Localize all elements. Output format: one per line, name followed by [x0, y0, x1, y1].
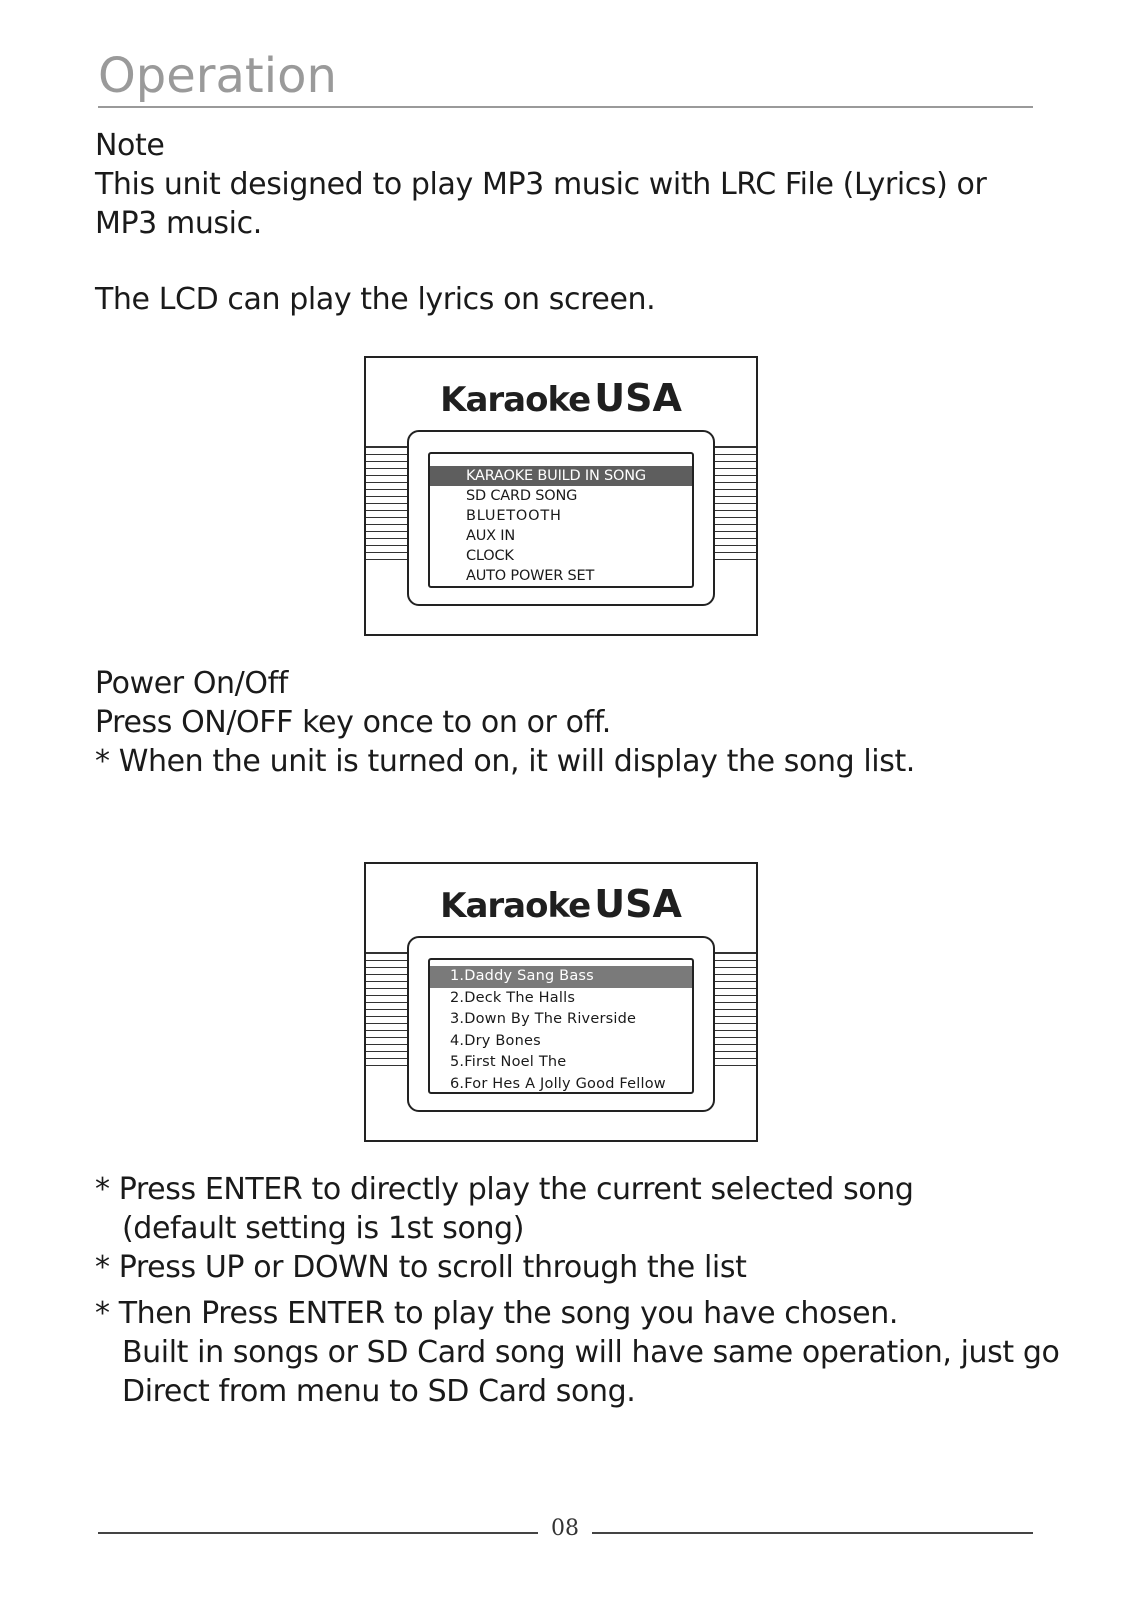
menu-item-bluetooth: BLUETOOTH — [466, 508, 562, 524]
song-list-item: 4.Dry Bones — [450, 1032, 541, 1049]
lcd-line: The LCD can play the lyrics on screen. — [95, 282, 656, 317]
karaoke-usa-logo: Karaoke USA — [440, 882, 682, 926]
song-list-item: 1.Daddy Sang Bass — [430, 966, 692, 988]
note-section — [95, 126, 986, 243]
instruction-line-1: * Press ENTER to directly play the current selected song — [95, 1172, 914, 1207]
power-line-2: * When the unit is turned on, it will display the song list. — [95, 744, 915, 779]
note-heading: Note — [95, 128, 165, 163]
lcd-screen-songs — [428, 958, 694, 1094]
menu-item-sd-card-song: SD CARD SONG — [466, 488, 578, 504]
note-line-1: This unit designed to play MP3 music with LRC File (Lyrics) or — [95, 167, 987, 202]
instructions-section — [95, 1170, 914, 1287]
power-heading: Power On/Off — [95, 666, 288, 701]
footer-divider-right — [592, 1532, 1033, 1534]
lcd-text — [95, 280, 655, 319]
menu-item-karaoke-build-in-song: KARAOKE BUILD IN SONG — [430, 466, 692, 486]
instruction-line-3: * Press UP or DOWN to scroll through the list — [95, 1250, 747, 1285]
instructions-section-2 — [95, 1294, 1060, 1411]
power-section — [95, 664, 915, 781]
screen-bezel — [407, 936, 715, 1112]
speaker-grille-right — [714, 952, 756, 1066]
karaoke-usa-logo: Karaoke USA — [440, 376, 682, 420]
menu-item-auto-power-set: AUTO POWER SET — [466, 568, 595, 584]
page-number: 08 — [551, 1516, 579, 1541]
screen-bezel — [407, 430, 715, 606]
title-divider — [98, 106, 1033, 108]
song-list-item: 2.Deck The Halls — [450, 989, 576, 1006]
speaker-grille-left — [366, 952, 408, 1066]
speaker-grille-left — [366, 446, 408, 560]
instruction-line-2: (default setting is 1st song) — [122, 1211, 524, 1246]
footer-divider-left — [98, 1532, 538, 1534]
menu-item-clock: CLOCK — [466, 548, 514, 564]
instruction-line-6: Direct from menu to SD Card song. — [122, 1374, 636, 1409]
instruction-line-4: * Then Press ENTER to play the song you have chosen. — [95, 1296, 898, 1331]
note-line-2: MP3 music. — [95, 206, 262, 241]
song-list-item: 3.Down By The Riverside — [450, 1011, 637, 1027]
instruction-line-5: Built in songs or SD Card song will have same operation, just go — [122, 1335, 1060, 1370]
page-title: Operation — [98, 48, 337, 104]
song-list-item: 5.First Noel The — [450, 1054, 567, 1070]
song-list-item: 6.For Hes A Jolly Good Fellow — [450, 1075, 666, 1092]
device-illustration-menu — [364, 356, 758, 636]
speaker-grille-right — [714, 446, 756, 560]
lcd-screen-menu — [428, 452, 694, 588]
menu-item-aux-in: AUX IN — [466, 528, 515, 544]
device-illustration-songs — [364, 862, 758, 1142]
power-line-1: Press ON/OFF key once to on or off. — [95, 705, 611, 740]
